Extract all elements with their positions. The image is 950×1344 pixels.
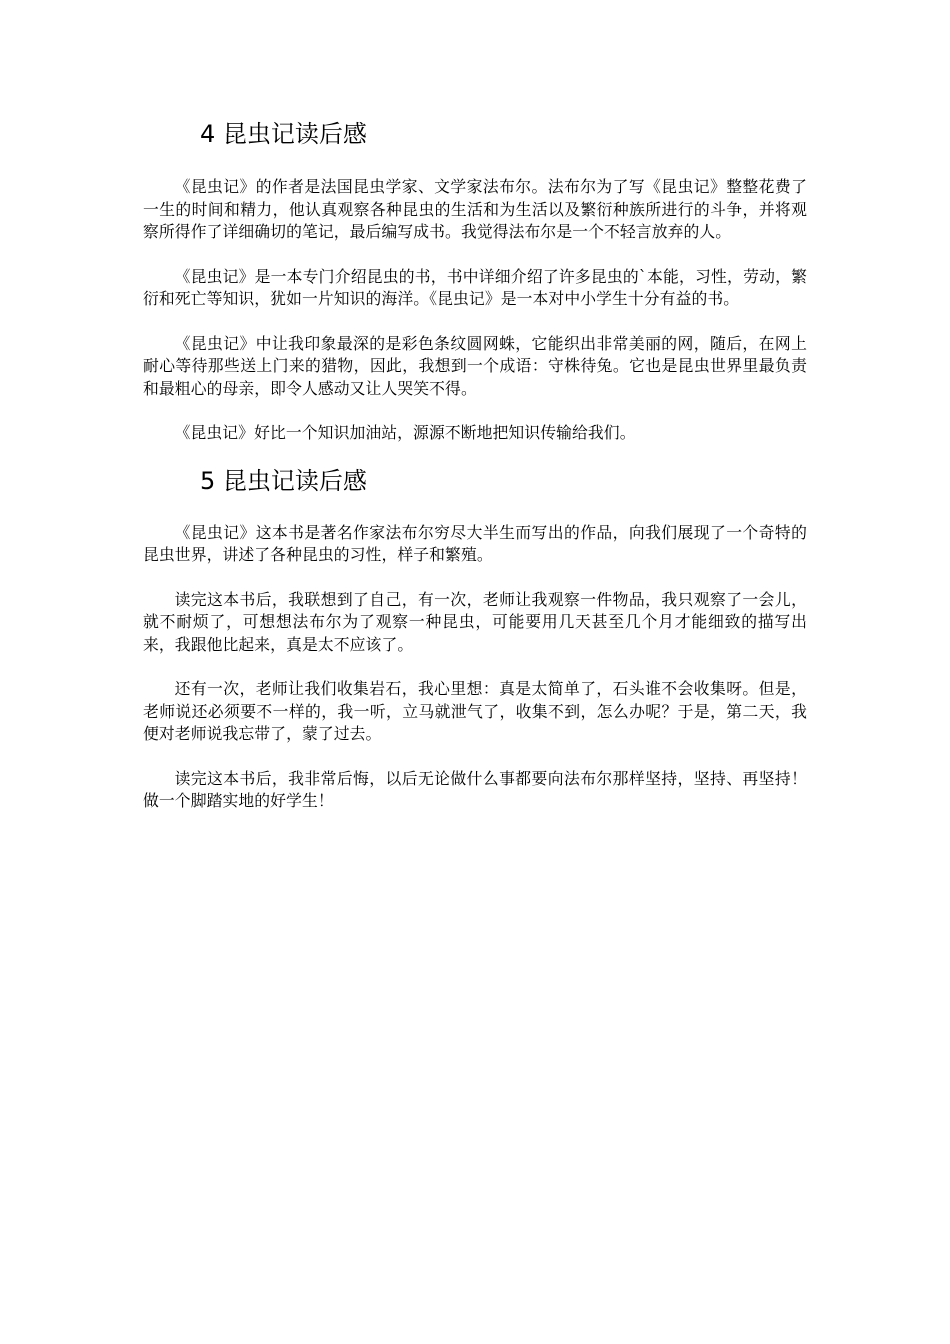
paragraph: 读完这本书后，我联想到了自己，有一次，老师让我观察一件物品，我只观察了一会儿，就不耐烦了，可想想法布尔为了观察一种昆虫，可能要用几天甚至几个月才能细致的描写出来，我跟他比起来，真是太不应该了。	[143, 589, 807, 654]
paragraph: 还有一次，老师让我们收集岩石，我心里想：真是太简单了，石头谁不会收集呀。但是，老师说还必须要不一样的，我一听，立马就泄气了，收集不到，怎么办呢？于是，第二天，我便对老师说我忘带了，蒙了过去。	[143, 679, 807, 743]
essay-section-5	[143, 459, 807, 813]
section-heading: 5 昆虫记读后感	[200, 466, 367, 495]
paragraph: 《昆虫记》好比一个知识加油站，源源不断地把知识传输给我们。	[174, 423, 636, 442]
paragraph: 读完这本书后，我非常后悔，以后无论做什么事都要向法布尔那样坚持，坚持、再坚持！做一个脚踏实地的好学生！	[143, 768, 807, 810]
essay-section-4	[143, 112, 807, 445]
document-body	[143, 112, 807, 813]
paragraph: 《昆虫记》中让我印象最深的是彩色条纹圆网蛛，它能织出非常美丽的网，随后，在网上耐心等待那些送上门来的猎物，因此，我想到一个成语：守株待兔。它也是昆虫世界里最负责和最粗心的母亲，即令人感动又让人哭笑不得。	[143, 333, 807, 398]
paragraph: 《昆虫记》这本书是著名作家法布尔穷尽大半生而写出的作品，向我们展现了一个奇特的昆虫世界，讲述了各种昆虫的习性，样子和繁殖。	[143, 522, 807, 564]
section-heading: 4 昆虫记读后感	[200, 120, 367, 148]
paragraph: 《昆虫记》的作者是法国昆虫学家、文学家法布尔。法布尔为了写《昆虫记》整整花费了一生的时间和精力，他认真观察各种昆虫的生活和为生活以及繁衍种族所进行的斗争，并将观察所得作了详细确切的笔记，最后编写成书。我觉得法布尔是一个不轻言放弃的人。	[143, 177, 807, 241]
paragraph: 《昆虫记》是一本专门介绍昆虫的书，书中详细介绍了许多昆虫的`本能，习性，劳动，繁衍和死亡等知识，犹如一片知识的海洋。《昆虫记》是一本对中小学生十分有益的书。	[143, 266, 807, 308]
